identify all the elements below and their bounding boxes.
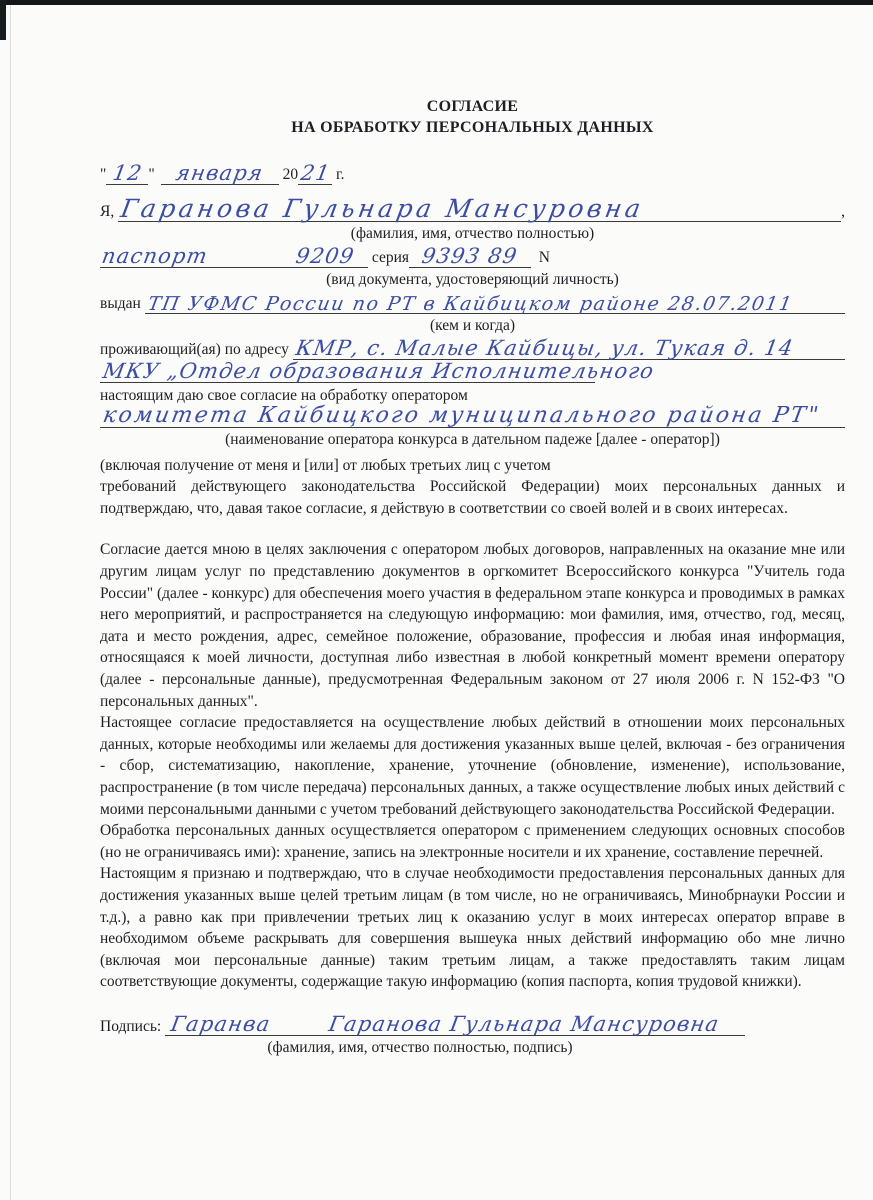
- date-year-field: [298, 161, 333, 186]
- date-suffix: г.: [332, 166, 345, 183]
- issued-caption: (кем и когда): [429, 316, 516, 334]
- title-line-2: НА ОБРАБОТКУ ПЕРСОНАЛЬНЫХ ДАННЫХ: [291, 119, 654, 136]
- scan-edge-left-artifact: [0, 0, 6, 40]
- page-edge-line: [10, 5, 11, 1200]
- body-paragraph-thirdparties: Настоящим я признаю и подтверждаю, что в случае необходимости предоставления персональных данных для достижения указанных выше целей третьим лицам (в том числе, но не ограничиваясь, Минобрнауки России и т.д.), а равно как при привлечении третьих лиц к оказанию услуг в моих интересах оператор вправе в необходимом объеме раскрывать для совершения вышеука нных действий информацию обо мне лично (включая мои персональные данные) таким третьим лицам, а также предоставлять таким лицам соответствующие документы, содержащие такую информацию (копия паспорта, копия трудовой книжки).: [100, 865, 845, 991]
- date-open-quote: ": [100, 166, 107, 183]
- date-year-value: 21: [298, 161, 333, 186]
- issued-line: [100, 293, 845, 314]
- operator-line-1: [100, 358, 845, 383]
- body-paragraph-consent-purpose: Согласие дается мною в целях заключения с оператором любых договоров, направленных на оказание мне или другим лицам услуг по представлению документов в оргкомитет Всероссийского конкурса "Учитель года России" (далее - конкурс) для обеспечения моего участия в федеральном этапе конкурса и проводимых в рамках него мероприятий, и распространяется на следующую информацию: мои фамилия, имя, отчество, год, месяц, дата и место рождения, адрес, семейное положение, образование, профессия и любая иная информация, относящаяся к моей личности, доступная либо известная в любой конкретный момент времени оператору (далее - персональные данные), предусмотренная Федеральным законом от 27 июля 2006 г. N 152-ФЗ "О персональных данных".: [100, 541, 845, 710]
- signature-fullname: Гаранова Гульнара Мансуровна: [326, 1011, 722, 1036]
- number-label: N: [531, 248, 550, 266]
- signature-caption: (фамилия, имя, отчество полностью, подпись): [267, 1038, 573, 1056]
- operator-value-1: МКУ „Отдел образования Исполнительного: [101, 358, 657, 383]
- date-line: [100, 161, 845, 186]
- doc-series-value: 9209: [293, 243, 357, 268]
- address-field: [293, 335, 845, 360]
- doc-type-value: паспорт: [100, 243, 211, 268]
- doc-type-field: [100, 243, 368, 268]
- body-paragraph-treb: требований действующего законодательства Российской Федерации) моих персональных данных и подтверждаю, что, давая такое согласие, я действую в соответствии со своей волей и в своих интересах.: [100, 478, 845, 517]
- signature-label: Подпись:: [100, 1017, 166, 1035]
- signature-field: [165, 1011, 745, 1036]
- operator-caption: (наименование оператора конкурса в дательном падеже [далее - оператор]): [225, 430, 720, 448]
- name-line: [100, 194, 845, 223]
- date-century: 20: [282, 166, 299, 183]
- body-paragraph-processing: Обработка персональных данных осуществляется оператором с применением следующих основных способов (но не ограничиваясь ими): хранение, запись на электронные носители и их хранение, составление перечней.: [100, 822, 845, 861]
- date-month-value: января: [174, 161, 266, 186]
- passport-line: [100, 243, 845, 268]
- document-title: [100, 96, 845, 138]
- full-name-field: [118, 194, 841, 223]
- doc-caption: (вид документа, удостоверяющий личность): [326, 270, 619, 288]
- body-paragraph-actions: Настоящее согласие предоставляется на осуществление любых действий в отношении моих персональных данных, которые необходимы или желаемы для достижения указанных выше целей, включая - без ограничения - сбор, систематизацию, накопление, хранение, уточнение (обновление, изменение), использование, распространение (в том числе передача) персональных данных, а также осуществление любых иных действий с моими персональными данными с учетом требований действующего законодательства Российской Федерации.: [100, 714, 845, 818]
- document-content: [100, 0, 845, 1057]
- body-paragraph-incl: (включая получение от меня и [или] от любых третьих лиц с учетом: [100, 456, 551, 474]
- date-close-quote: ": [148, 166, 155, 183]
- operator-field-1: [100, 358, 657, 383]
- title-line-1: СОГЛАСИЕ: [426, 98, 519, 115]
- name-caption: (фамилия, имя, отчество полностью): [350, 224, 595, 242]
- date-day-field: [106, 161, 148, 186]
- signature-scribble: Гаранва: [169, 1011, 273, 1036]
- date-day-value: 12: [110, 161, 145, 186]
- address-label: проживающий(ая) по адресу: [100, 340, 293, 358]
- address-value: КМР, с. Малые Кайбицы, ул. Тукая д. 14: [293, 335, 796, 360]
- operator-value-2: комитета Кайбицкого муниципального района РТ": [100, 402, 823, 428]
- date-month-field: [161, 161, 279, 186]
- signature-line: [100, 1011, 845, 1036]
- consent-label: настоящим даю свое согласие на обработку оператором: [100, 386, 468, 404]
- issued-label: выдан: [100, 294, 145, 312]
- issued-by-field: [145, 293, 845, 314]
- operator-field-2: [100, 402, 845, 428]
- address-line: [100, 335, 845, 360]
- full-name-value: Гаранова Гульнара Мансуровна: [118, 194, 647, 223]
- series-label: серия: [368, 248, 409, 266]
- issued-by-value: ТП УФМС России по РТ в Кайбицком районе 28.07.2011: [145, 292, 795, 315]
- operator-line-2: [100, 402, 845, 428]
- doc-number-field: [409, 243, 531, 268]
- doc-number-value: 9393 89: [420, 243, 520, 268]
- name-trailing-comma: ,: [841, 202, 845, 220]
- ya-label: Я,: [100, 202, 119, 220]
